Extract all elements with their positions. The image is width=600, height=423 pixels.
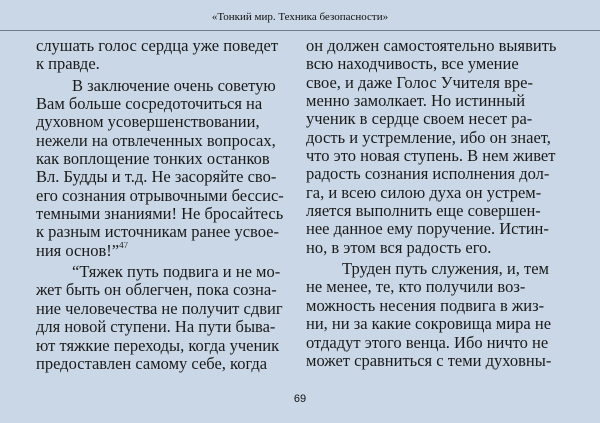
line-text: ния основ!” <box>36 241 120 260</box>
text-line: ученик в сердце своем несет ра- <box>306 110 533 129</box>
text-line: отдадут этого венца. Ибо ничто не <box>306 333 549 352</box>
page-number: 69 <box>293 393 307 405</box>
text-line: может сравниться с теми духовны- <box>306 351 552 370</box>
text-line: можность несения подвига в жиз- <box>306 296 545 315</box>
running-header: «Тонкий мир. Техника безопасности» <box>211 11 389 23</box>
text-line: к разным источникам ранее усвое- <box>36 223 279 242</box>
text-line: ют тяжкие переходы, когда ученик <box>36 336 280 355</box>
text-line: свое, и даже Голос Учителя вре- <box>306 73 533 92</box>
text-line: для новой ступени. На пути быва- <box>36 318 276 337</box>
text-line: к правде. <box>36 55 100 74</box>
text-line: он должен самостоятельно выявить <box>306 37 557 55</box>
text-line: В заключение очень советую <box>72 76 276 95</box>
right-column <box>306 37 576 370</box>
text-line: Вам больше сосредоточиться на <box>36 95 263 114</box>
text-line: но, в этом вся радость его. <box>306 238 492 257</box>
text-line: нее данное ему поручение. Истин- <box>306 220 549 239</box>
text-line: ляется выполнить еще совершен- <box>306 202 541 221</box>
text-line: предоставлен самому себе, когда <box>36 354 268 373</box>
text-line: дость и устремление, ибо он знает, <box>306 128 551 147</box>
text-line: всю находчивость, все умение <box>306 55 519 74</box>
footnote-reference: 47 <box>119 241 129 251</box>
text-line: как воплощение тонких останков <box>36 150 270 169</box>
text-line: слушать голос сердца уже поведет <box>36 37 279 55</box>
text-line: радость сознания исполнения дол- <box>306 165 550 184</box>
text-line: га, и всею силою духа он устрем- <box>306 183 542 202</box>
text-line-with-footnote <box>36 242 306 260</box>
left-column <box>36 37 306 373</box>
text-line: “Тяжек путь подвига и не мо- <box>72 263 281 282</box>
text-line: темными знаниями! Не бросайтесь <box>36 205 284 224</box>
text-line: его сознания отрывочными бессис- <box>36 186 284 205</box>
text-line: не менее, те, кто получили воз- <box>306 278 526 297</box>
text-line: что это новая ступень. В нем живет <box>306 147 556 166</box>
text-line: ни, ни за какие сокровища мира не <box>306 315 552 334</box>
header-rule <box>0 30 600 31</box>
text-line: Вл. Будды и т.д. Не засоряйте сво- <box>36 168 277 187</box>
text-line: ние человечества не получит сдвиг <box>36 299 283 318</box>
text-line: нежели на отвлеченных вопросах, <box>36 131 276 150</box>
text-line: жет быть он облегчен, пока созна- <box>36 281 277 300</box>
text-line: менно замолкает. Но истинный <box>306 92 526 111</box>
text-line: духовном усовершенствовании, <box>36 113 260 132</box>
text-line: Труден путь служения, и, тем <box>342 260 549 279</box>
